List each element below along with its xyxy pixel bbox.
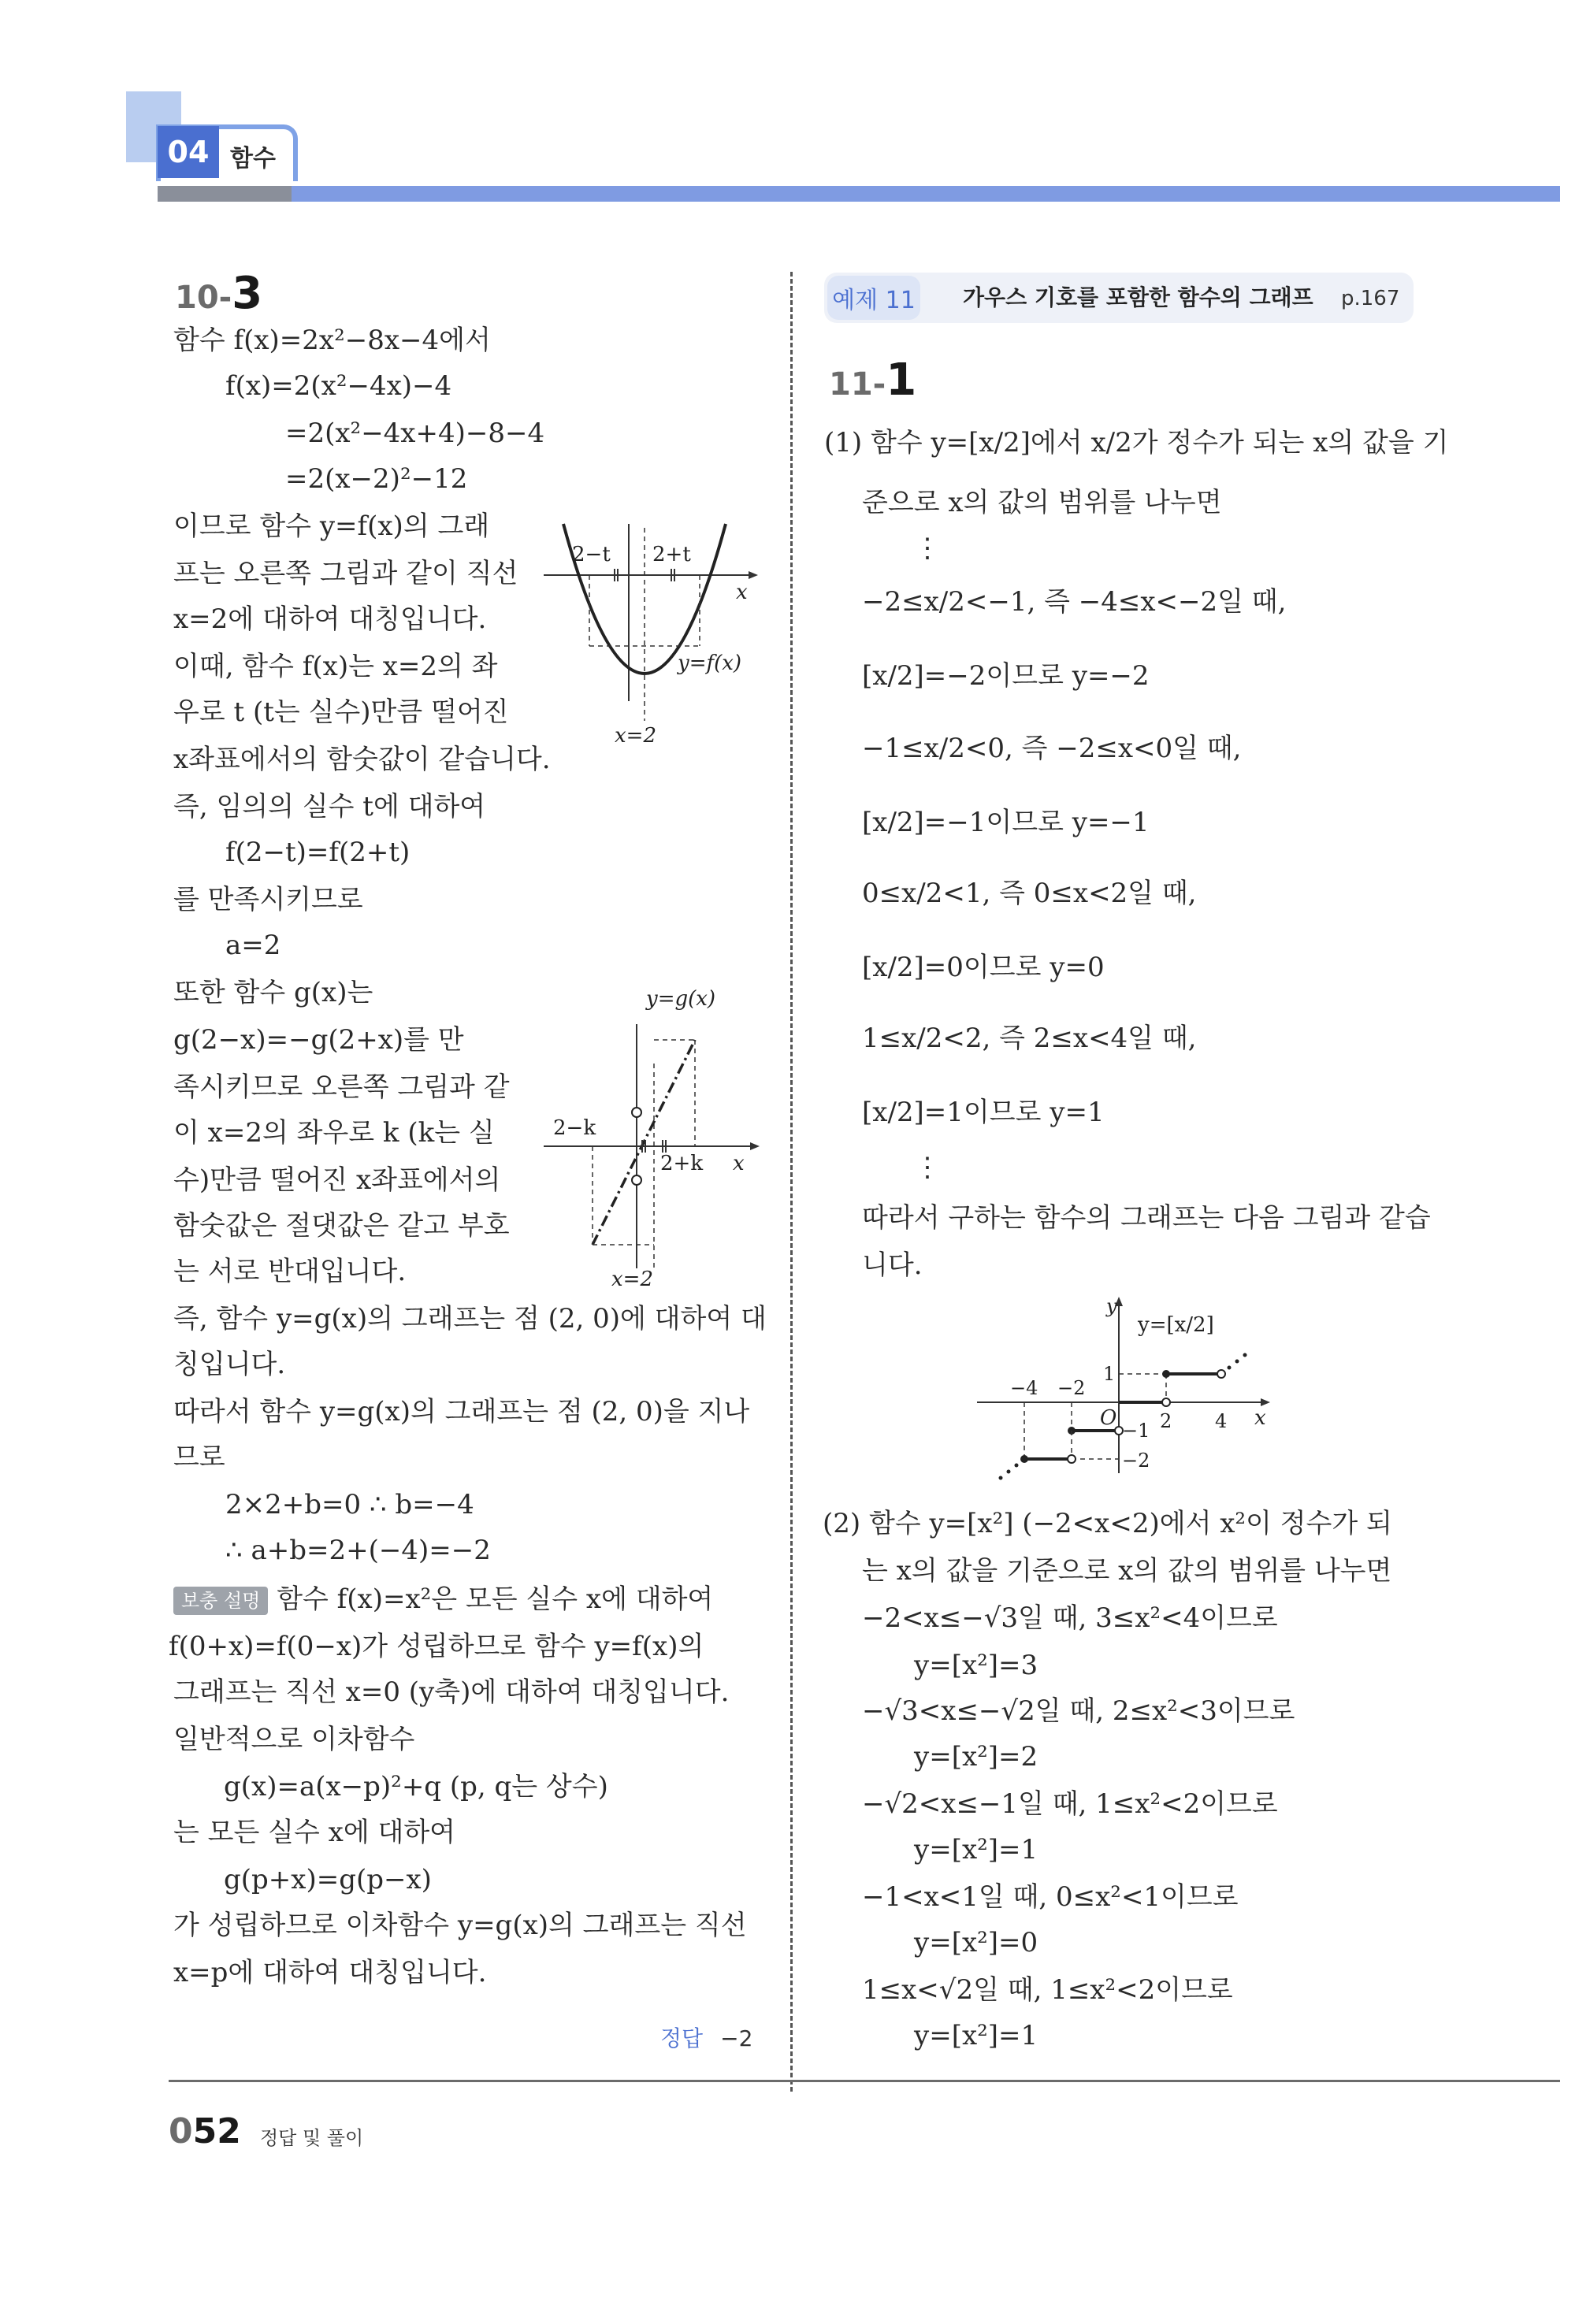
supplement-line: 가 성립하므로 이차함수 y=g(x)의 그래프는 직선 (173, 1910, 747, 1941)
text-line: 이 x=2의 좌우로 k (k는 실 (173, 1117, 495, 1149)
supplement-line: g(x)=a(x−p)²+q (p, q는 상수) (224, 1771, 608, 1802)
text-line: 함수 f(x)=2x²−8x−4에서 (173, 325, 491, 356)
text-line: 1≤x/2<2, 즉 2≤x<4일 때, (862, 1023, 1197, 1054)
text-line: y=[x²]=1 (914, 2020, 1038, 2051)
text-line: −2<x≤−√3일 때, 3≤x²<4이므로 (862, 1602, 1278, 1634)
problem-number-11-1 (829, 355, 916, 406)
continuation-dot (1243, 1353, 1247, 1357)
supplement-line: x=p에 대하여 대칭입니다. (173, 1957, 487, 1988)
answer-value: −2 (720, 2025, 753, 2051)
supplement-line: 그래프는 직선 x=0 (y축)에 대하여 대칭입니다. (173, 1676, 730, 1708)
tick-label: −1 (1122, 1420, 1150, 1442)
supplement-badge: 보충 설명 (173, 1587, 268, 1616)
curve-label: y=[x/2] (1138, 1313, 1214, 1337)
continuation-dot (1228, 1366, 1232, 1370)
text-line: 따라서 함수 y=g(x)의 그래프는 점 (2, 0)을 지나 (173, 1396, 750, 1427)
text-line: f(2−t)=f(2+t) (225, 837, 411, 868)
answer-label: 정답 (660, 2025, 704, 2051)
continuation-dot (999, 1476, 1003, 1480)
g-graph (544, 977, 780, 1292)
curve-label: y=f(x) (678, 652, 742, 675)
open-point (1068, 1455, 1076, 1463)
text-line: y=[x²]=0 (914, 1927, 1038, 1958)
footer-rule (169, 2080, 1560, 2082)
x-axis-label: x (733, 1152, 745, 1175)
text-line: ⋮ (914, 1152, 941, 1183)
problem-suffix: 3 (232, 268, 263, 319)
supplement-line (173, 1583, 713, 1616)
example-title: 가우스 기호를 포함한 함수의 그래프 (963, 284, 1313, 310)
open-point (632, 1108, 641, 1117)
supplement-line: f(0+x)=f(0−x)가 성립하므로 함수 y=f(x)의 (169, 1631, 704, 1662)
header-bar (162, 186, 1560, 202)
g-curve (593, 1040, 695, 1245)
text-line: x=2에 대하여 대칭입니다. (173, 603, 487, 635)
text-line: 또한 함수 g(x)는 (173, 977, 373, 1008)
closed-point (1162, 1370, 1170, 1378)
answer (660, 2021, 752, 2053)
x-axis-arrow (1261, 1398, 1270, 1406)
label-2-plus-k: 2+k (660, 1152, 704, 1175)
text-line: 족시키므로 오른쪽 그림과 같 (173, 1071, 510, 1103)
text-line: 2×2+b=0 ∴ b=−4 (225, 1489, 474, 1520)
label-2-plus-t: 2+t (652, 543, 691, 566)
label-2-minus-k: 2−k (553, 1116, 596, 1140)
tick-label: −2 (1057, 1377, 1086, 1399)
text-line: y=[x²]=3 (914, 1650, 1038, 1681)
chapter-number: 04 (158, 126, 219, 178)
origin-label: O (1100, 1406, 1117, 1430)
step-graph (969, 1292, 1284, 1481)
example-page: p.167 (1341, 287, 1400, 310)
text-line: x좌표에서의 함숫값이 같습니다. (173, 744, 551, 775)
text-line: y=[x²]=2 (914, 1741, 1038, 1773)
text-line: 1≤x<√2일 때, 1≤x²<2이므로 (862, 1974, 1233, 2006)
text-line: 이때, 함수 f(x)는 x=2의 좌 (173, 651, 498, 682)
text-line: =2(x²−4x+4)−8−4 (285, 418, 545, 449)
text-line: 니다. (862, 1249, 923, 1281)
text-line: 므로 (173, 1442, 225, 1473)
text-line: y=[x²]=1 (914, 1834, 1038, 1866)
text-line: g(2−x)=−g(2+x)를 만 (173, 1024, 464, 1056)
continuation-dot (1007, 1470, 1011, 1474)
text-line: 는 서로 반대입니다. (173, 1256, 407, 1287)
x-axis-arrow (749, 571, 758, 579)
text-line: [x/2]=1이므로 y=1 (862, 1097, 1105, 1128)
tick-label: −2 (1122, 1450, 1150, 1472)
axis-label-x-eq-2: x=2 (611, 1268, 653, 1291)
text-line: 이므로 함수 y=f(x)의 그래 (173, 510, 490, 542)
text-line: 0≤x/2<1, 즉 0≤x<2일 때, (862, 878, 1197, 909)
y-axis-label: y (1106, 1295, 1117, 1317)
problem-number-10-3 (175, 268, 262, 319)
problem-prefix: 10- (175, 280, 232, 316)
continuation-dot (1015, 1464, 1019, 1468)
tick-label: 2 (1160, 1410, 1172, 1432)
text-line: −1<x<1일 때, 0≤x²<1이므로 (862, 1881, 1239, 1913)
text-line: 수)만큼 떨어진 x좌표에서의 (173, 1164, 501, 1196)
text-line: 우로 t (t는 실수)만큼 떨어진 (173, 696, 509, 728)
axis-label-x-eq-2: x=2 (615, 724, 656, 748)
curve-label: y=g(x) (646, 987, 716, 1011)
continuation-dot (1235, 1360, 1239, 1364)
supplement-line: 는 모든 실수 x에 대하여 (173, 1817, 456, 1848)
header-bar-accent (158, 186, 292, 202)
text-line: [x/2]=−2이므로 y=−2 (862, 660, 1150, 692)
footer-text: 정답 및 풀이 (260, 2127, 364, 2149)
text-line: 함숫값은 절댓값은 같고 부호 (173, 1210, 510, 1242)
text-line: −1≤x/2<0, 즉 −2≤x<0일 때, (862, 733, 1242, 764)
text-line: 따라서 구하는 함수의 그래프는 다음 그림과 같습 (862, 1202, 1431, 1234)
text-line: (2) 함수 y=[x²] (−2<x<2)에서 x²이 정수가 되 (823, 1508, 1392, 1539)
page-number-prefix: 0 (169, 2111, 193, 2151)
text-line: 는 x의 값을 기준으로 x의 값의 범위를 나누면 (862, 1555, 1392, 1587)
closed-point (1020, 1455, 1028, 1463)
text-line: −2≤x/2<−1, 즉 −4≤x<−2일 때, (862, 586, 1287, 618)
tick-label: 4 (1215, 1410, 1228, 1432)
text-line: 를 만족시키므로 (173, 884, 363, 915)
open-point (632, 1175, 641, 1185)
label-2-minus-t: 2−t (572, 543, 611, 566)
text-line: −√3<x≤−√2일 때, 2≤x²<3이므로 (862, 1695, 1295, 1727)
page-number-suffix: 52 (192, 2111, 241, 2151)
text-line: (1) 함수 y=[x/2]에서 x/2가 정수가 되는 x의 값을 기 (824, 427, 1449, 458)
text-line: ⋮ (914, 533, 941, 564)
supplement-line: 일반적으로 이차함수 (173, 1724, 415, 1755)
open-point (1217, 1370, 1225, 1378)
text-line: −√2<x≤−1일 때, 1≤x²<2이므로 (862, 1788, 1278, 1820)
example-label: 예제 11 (827, 276, 920, 320)
tick-label: −4 (1010, 1377, 1038, 1399)
text-line: [x/2]=−1이므로 y=−1 (862, 807, 1150, 838)
x-axis-label: x (736, 581, 748, 604)
column-divider (790, 272, 793, 2092)
page-number (169, 2111, 241, 2151)
chapter-title: 함수 (230, 145, 276, 173)
problem-prefix: 11- (829, 366, 886, 403)
x-axis-label: x (1254, 1406, 1266, 1430)
text-line: ∴ a+b=2+(−4)=−2 (225, 1535, 491, 1566)
text-line: 칭입니다. (173, 1349, 286, 1380)
text-line: =2(x−2)²−12 (285, 463, 468, 495)
supplement-text: 함수 f(x)=x²은 모든 실수 x에 대하여 (277, 1583, 714, 1615)
x-axis-arrow (750, 1142, 760, 1150)
parabola-graph (536, 512, 772, 748)
text-line: 즉, 임의의 실수 t에 대하여 (173, 791, 486, 822)
text-line: f(x)=2(x²−4x)−4 (225, 370, 452, 402)
text-line: 준으로 x의 값의 범위를 나누면 (862, 487, 1222, 518)
text-line: a=2 (225, 930, 281, 961)
text-line: 프는 오른쪽 그림과 같이 직선 (173, 558, 518, 589)
text-line: [x/2]=0이므로 y=0 (862, 952, 1105, 983)
problem-suffix: 1 (886, 355, 917, 406)
supplement-line: g(p+x)=g(p−x) (224, 1864, 432, 1895)
text-line: 즉, 함수 y=g(x)의 그래프는 점 (2, 0)에 대하여 대 (173, 1303, 767, 1335)
tick-label: 1 (1103, 1363, 1116, 1385)
open-point (1162, 1398, 1170, 1406)
